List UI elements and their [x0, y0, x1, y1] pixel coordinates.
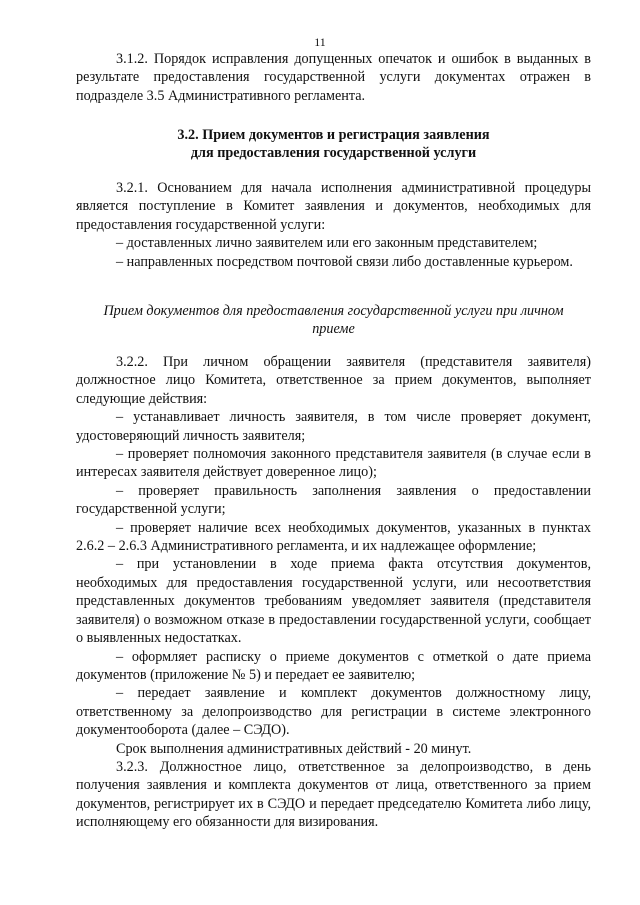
page-number: 11: [314, 35, 326, 49]
heading-line-1: 3.2. Прием документов и регистрация заявления: [177, 127, 490, 143]
list-item: – проверяет наличие всех необходимых документов, указанных в пунктах 2.6.2 – 2.6.3 Административного регламента, и их надлежащее оформление;: [76, 519, 591, 555]
paragraph-3-2-3: 3.2.3. Должностное лицо, ответственное за делопроизводство, в день получения заявления и комплекта документов от лица, ответственного за прием документов, регистрирует их в СЭДО и передает председателю Комитета либо лицу, исполняющему его обязанности для визирования.: [76, 758, 591, 831]
heading-line-2: для предоставления государственной услуги: [190, 145, 477, 162]
list-item: – проверяет полномочия законного представителя заявителя (в случае если в интересах заявителя действует доверенное лицо);: [76, 446, 591, 481]
section-3-1-2: [76, 50, 591, 105]
list-item: – доставленных лично заявителем или его законным представителем;: [116, 235, 538, 252]
deadline-text: Срок выполнения административных действий - 20 минут.: [116, 740, 472, 757]
section-3-2-1: [76, 179, 591, 271]
list-item: – при установлении в ходе приема факта отсутствия документов, необходимых для предоставления государственной услуги, или несоответствия представленных документов требованиям уведомляет заявителя (представителя заявителя) о возможном отказе в предоставлении государственной услуги, сообщает о выявленных недостатках.: [76, 556, 591, 647]
list-item: – направленных посредством почтовой связи либо доставленные курьером.: [116, 253, 573, 270]
subheading-line-1: Прием документов для предоставления государственной услуги при личном: [103, 303, 564, 319]
list-item: – устанавливает личность заявителя, в том числе проверяет документ, удостоверяющий личность заявителя;: [76, 409, 591, 444]
section-3-2-2: [76, 353, 591, 832]
list-item: – проверяет правильность заполнения заявления о предоставлении государственной услуги;: [76, 482, 591, 518]
subheading-line-2: приеме: [312, 321, 355, 338]
list-item: – оформляет расписку о приеме документов с отметкой о дате приема документов (приложение № 5) и передает ее заявителю;: [76, 648, 591, 683]
paragraph-3-2-2-intro: 3.2.2. При личном обращении заявителя (представителя заявителя) должностное лицо Комитета, ответственное за прием документов, выполняет следующие действия:: [76, 354, 591, 407]
paragraph-3-2-1-intro: 3.2.1. Основанием для начала исполнения административной процедуры является поступление в Комитет заявления и документов, необходимых для предоставления государственной услуги:: [76, 180, 591, 233]
list-item: – передает заявление и комплект документов должностному лицу, ответственному за делопроизводство для регистрации в системе электронного документооборота (далее – СЭДО).: [76, 685, 591, 739]
subsection-heading: [76, 302, 591, 339]
paragraph-3-1-2: 3.1.2. Порядок исправления допущенных опечаток и ошибок в выданных в результате предоставления государственной услуги документах отражен в подразделе 3.5 Административного регламента.: [76, 51, 591, 104]
section-heading-3-2: [76, 126, 591, 163]
